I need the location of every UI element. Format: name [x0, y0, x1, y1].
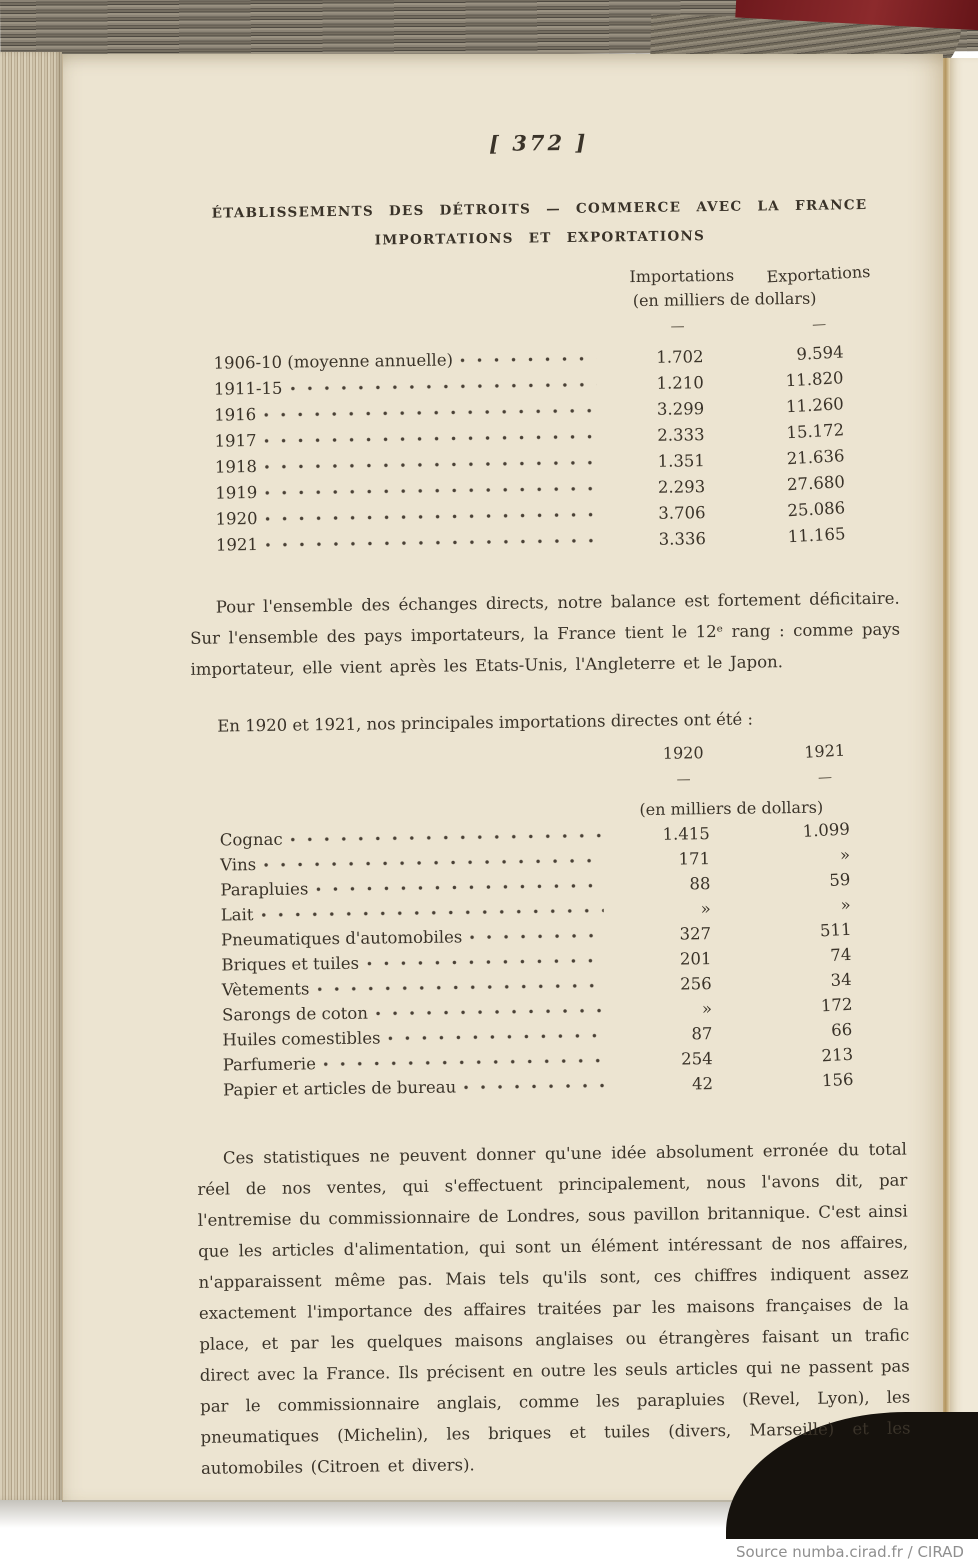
- table2-col2-dash: —: [817, 769, 833, 786]
- dot-leader: [316, 883, 603, 891]
- row-label: 1911-15: [213, 378, 283, 399]
- table2-col2-header: 1921: [803, 740, 846, 762]
- value-1921: 213: [820, 1044, 854, 1066]
- table-yearly-trade: [212, 262, 899, 559]
- section-title-line2: IMPORTATIONS ET EXPORTATIONS: [374, 228, 706, 249]
- dot-leader: [261, 908, 603, 916]
- row-label: Parfumerie: [222, 1054, 317, 1075]
- row-label: Vins: [219, 855, 257, 875]
- source-attribution: Source numba.cirad.fr / CIRAD: [0, 1539, 978, 1566]
- value-1920: 327: [679, 924, 712, 944]
- page-number: [ 372 ]: [488, 129, 589, 156]
- dot-leader: [470, 933, 604, 939]
- table-principal-imports: [219, 739, 907, 1103]
- imports-value: 1.210: [656, 373, 704, 393]
- dot-leader: [265, 435, 598, 443]
- value-1920: 171: [678, 849, 711, 869]
- table1-dashes: [213, 312, 896, 345]
- dot-leader: [290, 383, 596, 391]
- row-label: Briques et tuiles: [221, 953, 360, 975]
- value-1920: 201: [679, 949, 712, 969]
- table1-col2-header: Exportations: [766, 261, 871, 287]
- value-1920: 87: [691, 1024, 713, 1044]
- dot-leader: [264, 409, 597, 417]
- row-label: 1916: [214, 405, 257, 425]
- exports-value: 25.086: [787, 498, 846, 521]
- value-1920: 88: [689, 874, 711, 894]
- exports-value: 11.260: [785, 394, 845, 417]
- value-1921: 156: [820, 1069, 854, 1091]
- book-left-page-edges: [0, 52, 62, 1500]
- value-1921: 34: [830, 969, 853, 990]
- value-1921: »: [839, 845, 851, 865]
- facing-page-edge: [948, 58, 978, 1430]
- row-label: Papier et articles de bureau: [222, 1077, 457, 1100]
- dot-leader: [264, 858, 603, 866]
- value-1920: 254: [681, 1049, 713, 1069]
- value-1921: 66: [830, 1019, 853, 1040]
- dot-leader: [317, 983, 604, 991]
- table2-col1-dash: —: [676, 771, 691, 788]
- row-label: 1919: [215, 483, 258, 503]
- value-1921: 172: [819, 994, 853, 1016]
- dot-leader: [461, 357, 597, 363]
- exports-value: 11.820: [785, 368, 845, 391]
- dot-leader: [265, 461, 598, 469]
- row-label: 1921: [215, 535, 259, 555]
- imports-value: 3.336: [658, 529, 707, 549]
- exports-value: 27.680: [786, 472, 846, 495]
- value-1920: »: [701, 999, 713, 1019]
- imports-value: 1.702: [656, 347, 704, 367]
- exports-value: 15.172: [786, 420, 845, 443]
- dot-leader: [376, 1008, 605, 1015]
- table1-col2-dash: —: [811, 316, 827, 334]
- dot-leader: [266, 539, 599, 547]
- paragraph-intro-imports: En 1920 et 1921, nos principales importations directes ont été :: [217, 709, 754, 736]
- row-label: 1920: [215, 509, 258, 529]
- row-label: Pneumatiques d'automobiles: [220, 927, 463, 950]
- dot-leader: [367, 958, 604, 965]
- value-1920: 42: [691, 1074, 714, 1094]
- row-label: 1917: [214, 431, 257, 451]
- value-1920: 1.415: [662, 824, 710, 844]
- paragraph-balance: Pour l'ensemble des échanges directs, notre balance est fortement déficitaire. Sur l'ensemble des pays importateurs, la France tient le 12ᵉ rang : comme pays importateur, elle vient après les Etats-Unis, l'Angleterre et le Japon.: [190, 588, 901, 679]
- page-content: [53, 47, 952, 1506]
- row-label: 1906-10 (moyenne annuelle): [213, 350, 454, 373]
- dot-leader: [291, 833, 603, 841]
- table1-col1-header: Importations: [629, 265, 735, 287]
- row-label: Sarongs de coton: [221, 1003, 369, 1025]
- dot-leader: [464, 1083, 606, 1089]
- value-1921: 59: [828, 869, 851, 890]
- row-label: Huiles comestibles: [222, 1028, 381, 1050]
- exports-value: 9.594: [795, 342, 844, 364]
- dot-leader: [266, 513, 599, 521]
- dot-leader: [388, 1033, 605, 1040]
- row-label: Lait: [220, 905, 254, 925]
- exports-value: 21.636: [786, 446, 846, 469]
- row-label: Vètements: [221, 979, 310, 1000]
- imports-value: 1.351: [657, 451, 705, 471]
- row-label: Cognac: [219, 829, 283, 850]
- row-label: Parapluies: [220, 879, 309, 900]
- imports-value: 3.706: [658, 503, 706, 523]
- table2-col1-header: 1920: [662, 743, 704, 763]
- paragraph-statistics: Ces statistiques ne peuvent donner qu'une idée absolument erronée du total réel de nos ventes, qui s'effectuent principalement, nous l'avons dit, par l'entremise du commissionnaire de Londres, sous pavillon britannique. C'est ainsi que les articles d'alimentation, qui sont un élément intéressant de nos affaires, n'apparaissent même pas. Mais tels qu'ils sont, ces chiffres indiquent assez exactement l'importance des affaires traitées par les maisons françaises de la place, et par les quelques maisons anglaises ou étrangères faisant un trafic direct avec la France. Ils précisent en outre les seuls articles qui ne passent pas par le commissionnaire anglais, comme les parapluies (Revel, Lyon), les pneumatiques (Michelin), les briques et tuiles (divers, Marseille) et les automobiles (Citroen et divers).: [197, 1139, 911, 1478]
- value-1921: 1.099: [801, 819, 851, 841]
- value-1920: »: [700, 899, 711, 919]
- value-1921: »: [840, 895, 852, 915]
- imports-value: 2.333: [657, 425, 705, 445]
- value-1921: 74: [829, 944, 852, 965]
- imports-value: 3.299: [656, 399, 705, 419]
- dot-leader: [265, 487, 598, 495]
- exports-value: 11.165: [787, 524, 847, 547]
- table2-unit: (en milliers de dollars): [639, 797, 824, 820]
- table1-col1-dash: —: [670, 318, 685, 335]
- row-label: 1918: [214, 457, 258, 477]
- table1-unit: (en milliers de dollars): [632, 288, 817, 311]
- dot-leader: [324, 1058, 606, 1066]
- imports-value: 2.293: [657, 477, 706, 497]
- value-1920: 256: [680, 974, 712, 994]
- value-1921: 511: [818, 919, 852, 941]
- section-title-line1: ÉTABLISSEMENTS DES DÉTROITS — COMMERCE AVEC LA FRANCE: [211, 197, 868, 222]
